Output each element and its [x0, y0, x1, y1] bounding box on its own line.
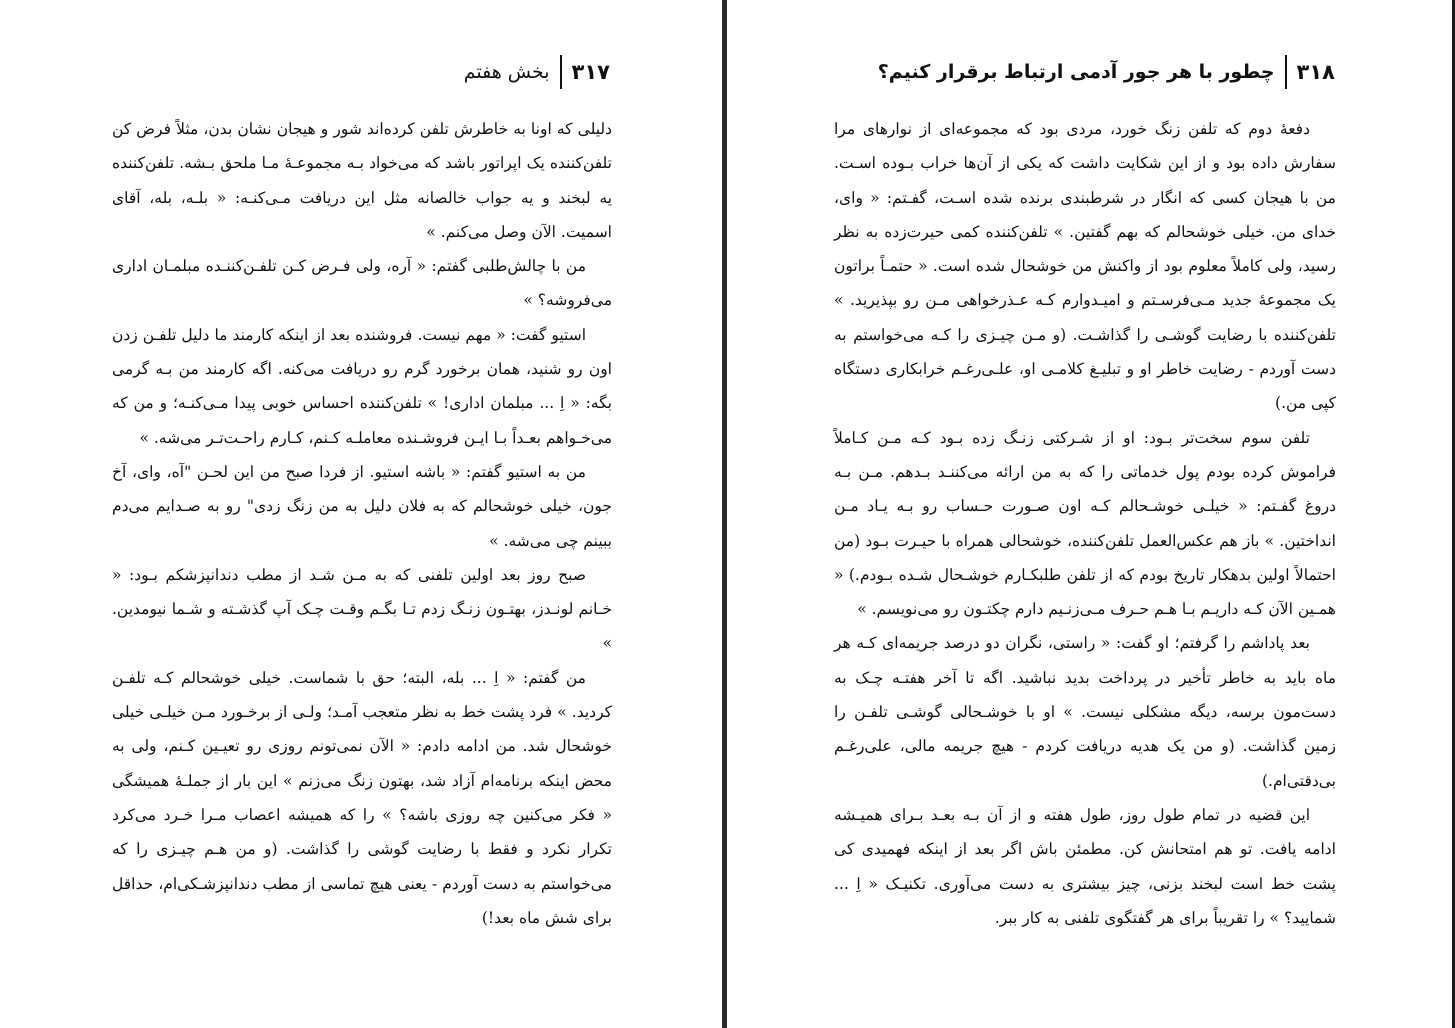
- paragraph: این قضیه در تمام طول روز، طول هفته و از آن بـه بعـد بـرای همیـشه ادامه یافت. تو هم امتحانش کن. مطمئن باش اگر بعد از اینکه فهمیدی کی پشت خط است لبخند بزنی، چیز بیشتری به دست می‌آوری. تکنیـک « اِ ... شمایید؟ » را تقریباً برای هر گفتگوی تلفنی به کار ببر.: [834, 805, 1336, 927]
- paragraph: من با چالش‌طلبی گفتم: « آره، ولی فـرض کـن تلفـن‌کننـده مبلمـان اداری می‌فروشه؟ »: [112, 257, 612, 310]
- paragraph: دفعهٔ دوم که تلفن زنگ خورد، مردی بود که مجموعه‌ای از نوارهای مرا سفارش داده بود و از این شکایت داشت که یکی از آن‌ها خراب بـوده اسـت. من با هیجان کسی که انگار در شرطبندی برنده شده اسـت، گفـتم: « وای، خدای من. خیلی خوشحالم که بهم گفتین. » تلفن‌کننده کمی حیرت‌زده به نظر رسید، ولی کاملاً معلوم بود از واکنش من خوشحال شده است. « حتمـاً براتون یک مجموعهٔ جدید مـی‌فرسـتم و امیـدوارم کـه عـذرخواهی مـن رو بپذیرید. » تلفن‌کننده با رضایت گوشـی را گذاشـت. (و مـن چیـزی را کـه می‌خواستم به دست آوردم - رضایت خاطر او و تبلیـغ کلامـی او، علـی‌رغـم خرابکاری دستگاه کپی من.): [834, 120, 1336, 413]
- book-gutter: [722, 0, 727, 1028]
- page-number: ۳۱۷: [571, 60, 610, 84]
- paragraph: من گفتم: « اِ ... بله، البته؛ حق با شماست. خیلی خوشحالم کـه تلفـن کردید. » فرد پشت خط به نظر متعجب آمـد؛ ولـی از برخـورد مـن خیلـی خیلی خوشحال شد. من ادامه دادم: « الآن نمی‌تونم روزی رو تعیـین کـنم، ولی به محض اینکه برنامه‌ام آزاد شد، بهتون زنگ می‌زنم » این بار از جملـهٔ همیشگی « فکر می‌کنین چه روزی باشه؟ » را که همیشه اعصاب مـرا خـرد می‌کرد تکرار نکرد و فقط با رضایت گوشی را گذاشت. (و من هـم چیـزی را که می‌خواستم به دست آوردم - یعنی هیچ تماسی از مطب دندانپزشـکی‌ام، حداقل برای شش ماه بعد!): [112, 668, 612, 927]
- paragraph: من به استیو گفتم: « باشه استیو. از فردا صبح من این لحـن "آه، وای، آخ جون، خیلی خوشحالم که به فلان دلیل به من زنگ زدی" رو به صـدایم می‌دم ببینم چی می‌شه. »: [112, 462, 612, 550]
- paragraph: بعد پاداشم را گرفتم؛ او گفت: « راستی، نگران دو درصد جریمه‌ای کـه هر ماه باید به خاطر تأخیر در پرداخت بدید نباشید. اگه تا آخر هفتـه چـک به دست‌مون برسه، دیگه مشکلی نیست. » او با خوشـحالی گوشـی تلفـن را زمین گذاشت. (و من یک هدیه دریافت کردم - هیچ جریمه مالی، علی‌رغـم بی‌دقتی‌ام.): [834, 634, 1336, 790]
- paragraph: تلفن سوم سخت‌تر بـود: او از شـرکتی زنـگ زده بـود کـه مـن کـاملاً فراموش کرده بودم پول خدماتی را که به من ارائه می‌کننـد بـدهم. مـن بـه دروغ گفـتم: « خیلـی خوشـحالم کـه اون صـورت حـساب رو بـه یـاد مـن انداختین. » باز هم عکس‌العمل تلفن‌کننده، خوشحالی همراه با حیـرت بـود (من احتمالاً اولین بدهکار تاریخ بودم که از تلفن طلبکـارم خوشـحال شـده بـودم.) « همـین الآن کـه داریـم بـا هـم حـرف مـی‌زنـیم دارم چکتـون رو می‌نویسم. »: [834, 428, 1336, 619]
- right-page-body: [834, 112, 1336, 935]
- right-page-header: [815, 52, 1335, 92]
- left-page-header: [110, 52, 610, 92]
- page-number: ۳۱۸: [1296, 60, 1335, 84]
- running-title: چطور با هر جور آدمی ارتباط برقرار کنیم؟: [877, 61, 1275, 83]
- running-title: بخش هفتم: [463, 61, 550, 83]
- header-divider: [560, 55, 562, 89]
- right-page: [728, 0, 1455, 1028]
- left-page: [0, 0, 724, 1028]
- paragraph: صبح روز بعد اولین تلفنی که به مـن شـد از مطب دندانپزشکم بـود: « خـانم لونـدز، بهتـون زنـگ زدم تـا بگـم وقـت چـک آپ گذشـته و شـما نیومدین. »: [112, 565, 612, 653]
- left-page-body: [112, 112, 612, 935]
- paragraph: استیو گفت: « مهم نیست. فروشنده بعد از اینکه کارمند ما دلیل تلفـن زدن اون رو شنید، همان برخورد گرم رو دریافت می‌کنه. اگه کارمند من بـه گرمی بگه: « اِ ... مبلمان اداری! » تلفن‌کننده احساس خوبی پیدا مـی‌کنـه؛ و من که می‌خـواهم بعـداً بـا ایـن فروشـنده معاملـه کـنم، کـارم راحـت‌تـر می‌شه. »: [112, 325, 612, 447]
- header-divider: [1285, 55, 1287, 89]
- paragraph: دلیلی که اونا به خاطرش تلفن کرده‌اند شور و هیجان نشان بدن، مثلاً فرض کن تلفن‌کننده یک اپراتور باشد که می‌خواد بـه مجموعـهٔ مـا ملحق بـشه. تلفن‌کننده یه لبخند و یه جواب خالصانه مثل این دریافت مـی‌کنـه: « بلـه، بله، آقای اسمیت. الآن وصل می‌کنم. »: [112, 120, 612, 241]
